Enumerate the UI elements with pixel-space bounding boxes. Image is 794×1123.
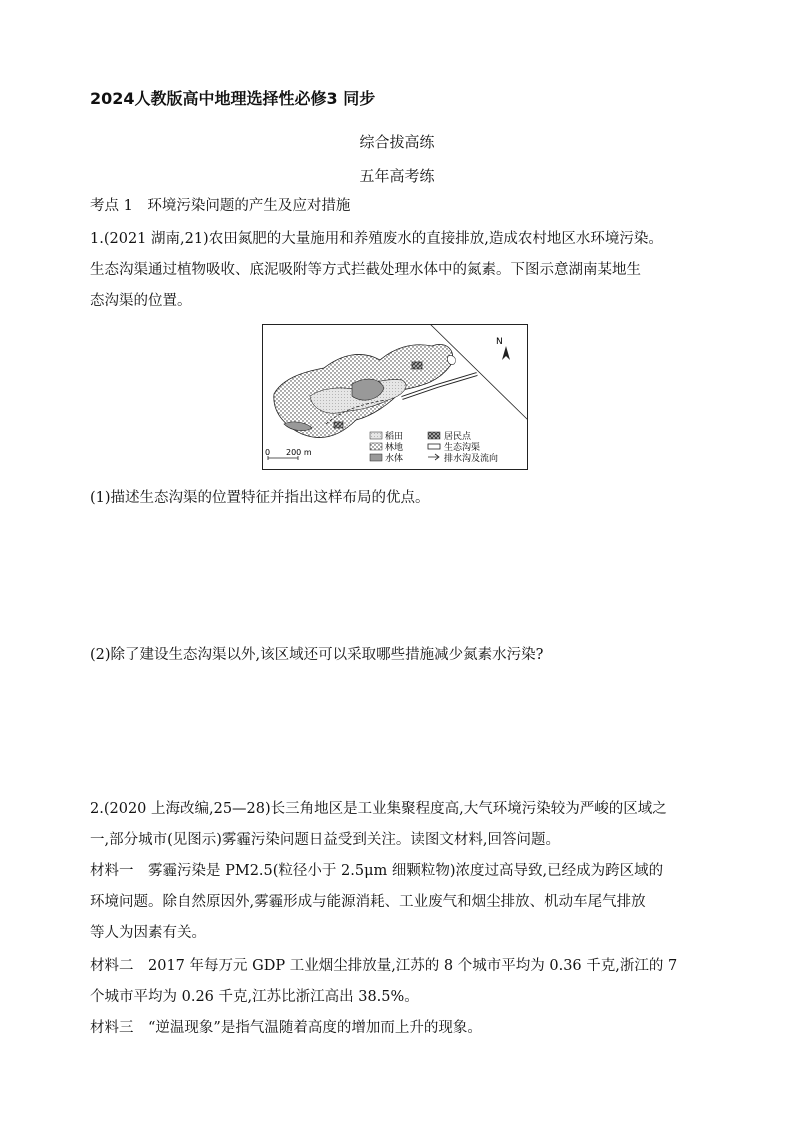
q2-material-3: 材料三 “逆温现象”是指气温随着高度的增加而上升的现象。 [90, 1020, 482, 1036]
subsection-title: 五年高考练 [359, 167, 435, 185]
legend-water: 水体 [385, 454, 404, 464]
q1-sub-question-2: (2)除了建设生态沟渠以外,该区域还可以采取哪些措施减少氮素水污染? [90, 647, 544, 663]
pond [447, 356, 455, 365]
q1-line-3: 态沟渠的位置。 [90, 293, 192, 309]
q1-sub-question-1: (1)描述生态沟渠的位置特征并指出这样布局的优点。 [90, 490, 430, 506]
document-title: 2024人教版高中地理选择性必修3 同步 [90, 89, 376, 108]
legend-settlement: 居民点 [444, 432, 472, 442]
scale-zero: 0 [265, 448, 271, 457]
answer-space-2[interactable] [90, 669, 710, 789]
settlement-2 [334, 422, 343, 428]
q2-line-2: 一,部分城市(见图示)雾霾污染问题日益受到关注。读图文材料,回答问题。 [90, 832, 561, 848]
legend-drain: 排水沟及流向 [444, 454, 499, 464]
legend-eco-ditch: 生态沟渠 [444, 443, 481, 453]
legend-paddy: 稻田 [385, 432, 404, 442]
scale-label: 200 m [286, 448, 312, 457]
q2-line-1: 2.(2020 上海改编,25—28)长三角地区是工业集聚程度高,大气环境污染较为严峻的区域之 [90, 801, 667, 817]
topic-heading: 考点 1 环境污染问题的产生及应对措施 [90, 198, 351, 214]
q2-material-2-line-2: 个城市平均为 0.26 千克,江苏比浙江高出 38.5%。 [90, 989, 419, 1005]
answer-space-1[interactable] [90, 512, 710, 642]
eco-ditch-map [262, 324, 528, 470]
legend-forest: 林地 [385, 443, 404, 453]
q2-material-2-line-1: 材料二 2017 年每万元 GDP 工业烟尘排放量,江苏的 8 个城市平均为 0.36 千克,浙江的 7 [90, 958, 678, 974]
settlement-1 [412, 362, 422, 369]
q1-line-1: 1.(2021 湖南,21)农田氮肥的大量施用和养殖废水的直接排放,造成农村地区水环境污染。 [90, 231, 663, 247]
q2-material-1-line-3: 等人为因素有关。 [90, 925, 206, 941]
q2-material-1-line-1: 材料一 雾霾污染是 PM2.5(粒径小于 2.5μm 细颗粒物)浓度过高导致,已经成为跨区域的 [90, 863, 664, 879]
section-title: 综合拔高练 [359, 133, 435, 151]
north-label: N [496, 337, 503, 347]
q1-line-2: 生态沟渠通过植物吸收、底泥吸附等方式拦截处理水体中的氮素。下图示意湖南某地生 [90, 262, 641, 278]
q2-material-1-line-2: 环境问题。除自然原因外,雾霾形成与能源消耗、工业废气和烟尘排放、机动车尾气排放 [90, 894, 646, 910]
